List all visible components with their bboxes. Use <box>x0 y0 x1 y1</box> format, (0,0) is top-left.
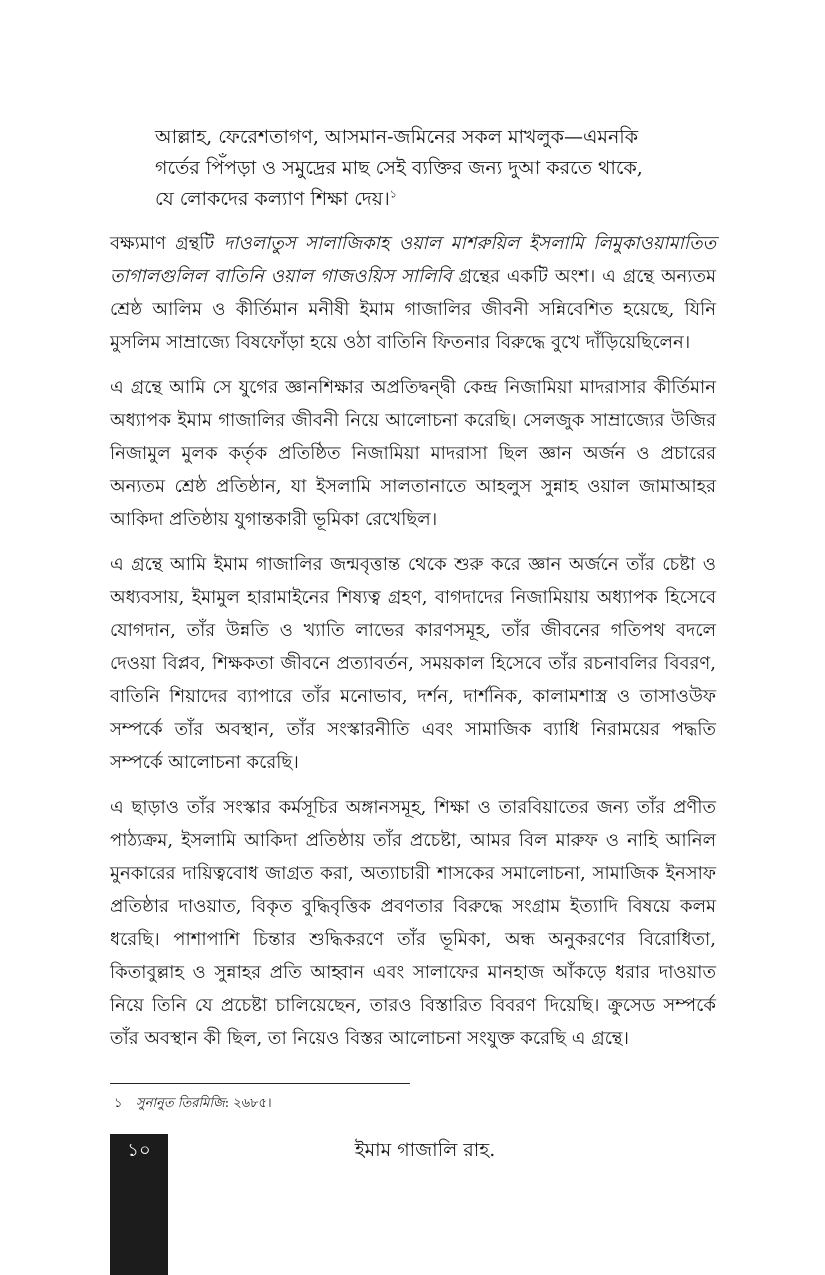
hadith-quote <box>155 122 695 215</box>
quote-line-3 <box>155 184 695 215</box>
quote-line-2: গর্তের পিঁপড়া ও সমুদ্রের মাছ সেই ব্যক্তির জন্য দুআ করতে থাকে, <box>155 157 643 179</box>
paragraph-1 <box>110 227 716 359</box>
footnote-source: সুনানুত তিরমিজি <box>136 1096 225 1111</box>
paragraph-4: এ ছাড়াও তাঁর সংস্কার কর্মসূচির অঙ্গানসমূহ, শিক্ষা ও তারবিয়াতের জন্য তাঁর প্রণীত পাঠ্যক্রম, ইসলামি আকিদা প্রতিষ্ঠায় তাঁর প্রচেষ্টা, আমর বিল মারুফ ও নাহি আনিল মুনকারের দায়িত্ববোধ জাগ্রত করা, অত্যাচারী শাসকের সমালোচনা, সামাজিক ইনসাফ প্রতিষ্ঠার দাওয়াত, বিকৃত বুদ্ধিবৃত্তিক প্রবণতার বিরুদ্ধে সংগ্রাম ইত্যাদি বিষয়ে কলম ধরেছি। পাশাপাশি চিন্তার শুদ্ধিকরণে তাঁর ভূমিকা, অন্ধ অনুকরণের বিরোধিতা, কিতাবুল্লাহ ও সুন্নাহর প্রতি আহ্বান এবং সালাফের মানহাজ আঁকড়ে ধরার দাওয়াত নিয়ে তিনি যে প্রচেষ্টা চালিয়েছেন, তারও বিস্তারিত বিবরণ দিয়েছি। ক্রুসেড সম্পর্কে তাঁর অবস্থান কী ছিল, তা নিয়েও বিস্তর আলোচনা সংযুক্ত করেছি এ গ্রন্থে। <box>110 797 716 1049</box>
quote-line-1: আল্লাহ, ফেরেশতাগণ, আসমান-জমিনের সকল মাখলুক—এমনকি <box>155 126 639 148</box>
footnote-reference: ১ <box>389 187 397 201</box>
paragraph-3: এ গ্রন্থে আমি ইমাম গাজালির জন্মবৃত্তান্ত থেকে শুরু করে জ্ঞান অর্জনে তাঁর চেষ্টা ও অধ্যবসায়, ইমামুল হারামাইনের শিষ্যত্ব গ্রহণ, বাগদাদের নিজামিয়ায় অধ্যাপক হিসেবে যোগদান, তাঁর উন্নতি ও খ্যাতি লাভের কারণসমূহ, তাঁর জীবনের গতিপথ বদলে দেওয়া বিপ্লব, শিক্ষকতা জীবনে প্রত্যাবর্তন, সময়কাল হিসেবে তাঁর রচনাবলির বিবরণ, বাতিনি শিয়াদের ব্যাপারে তাঁর মনোভাব, দর্শন, দার্শনিক, কালামশাস্ত্র ও তাসাওউফ সম্পর্কে তাঁর অবস্থান, তাঁর সংস্কারনীতি এবং সামাজিক ব্যাধি নিরাময়ের পদ্ধতি সম্পর্কে আলোচনা করেছি। <box>110 554 716 773</box>
page-number: ১০ <box>127 1140 151 1161</box>
footnote-ref: : ২৬৮৫। <box>224 1096 272 1111</box>
running-title: ইমাম গাজালি রাহ. <box>354 1139 496 1161</box>
paragraph-1-rest: গ্রন্থের একটি অংশ। এ গ্রন্থে অন্যতম শ্রেষ্ঠ আলিম ও কীর্তিমান মনীষী ইমাম গাজালির জীবনী সন্নিবেশিত হয়েছে, যিনি মুসলিম সাম্রাজ্যে বিষফোঁড়া হয়ে ওঠা বাতিনি ফিতনার বিরুদ্ধে বুখে দাঁড়িয়েছিলেন। <box>110 266 716 353</box>
footnote-number: ১ <box>114 1096 123 1111</box>
footnote <box>114 1094 272 1114</box>
paragraph-2: এ গ্রন্থে আমি সে যুগের জ্ঞানশিক্ষার অপ্রতিদ্বন্দ্বী কেন্দ্র নিজামিয়া মাদরাসার কীর্তিমান অধ্যাপক ইমাম গাজালির জীবনী নিয়ে আলোচনা করেছি। সেলজুক সাম্রাজ্যের উজির নিজামুল মুলক কর্তৃক প্রতিষ্ঠিত নিজামিয়া মাদরাসা ছিল জ্ঞান অর্জন ও প্রচারের অন্যতম শ্রেষ্ঠ প্রতিষ্ঠান, যা ইসলামি সালতানাতে আহলুস সুন্নাহ ওয়াল জামাআহর আকিদা প্রতিষ্ঠায় যুগান্তকারী ভূমিকা রেখেছিল। <box>110 377 716 530</box>
paragraph-1-lead: বক্ষ্যমাণ গ্রন্থটি <box>110 233 224 254</box>
footnote-divider <box>110 1083 410 1084</box>
quote-line-3-text: যে লোকদের কল্যাণ শিক্ষা দেয়। <box>155 188 390 210</box>
main-text <box>110 227 716 1067</box>
book-title: দাওলাতুস সালাজিকাহ ওয়াল মাশরুয়িল ইসলামি লিমুকাওয়ামাতিত তাগালগুলিল বাতিনি ওয়াল গাজওয়িস সালিবি <box>110 233 716 287</box>
